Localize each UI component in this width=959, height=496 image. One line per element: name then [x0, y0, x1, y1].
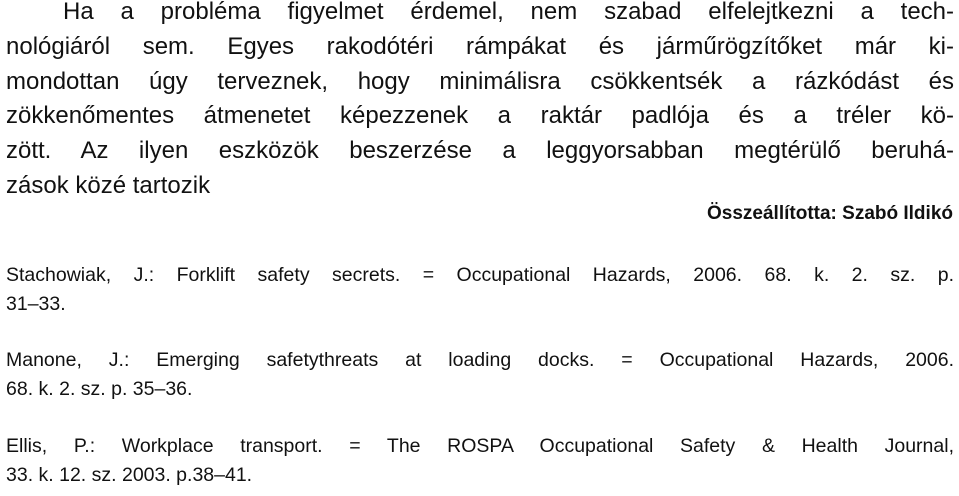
paragraph-line: zött. Az ilyen eszközök beszerzése a leggyorsabban megtérülő beruhá-	[6, 137, 954, 164]
paragraph-line: Ha a probléma figyelmet érdemel, nem szabad elfelejtkezni a tech-	[63, 0, 954, 25]
reference-line: Ellis, P.: Workplace transport. = The ROSPA Occupational Safety & Health Journal,	[6, 435, 954, 457]
reference-line: Stachowiak, J.: Forklift safety secrets. = Occupational Hazards, 2006. 68. k. 2. sz. p.	[6, 264, 954, 286]
reference-line: 33. k. 12. sz. 2003. p.38–41.	[6, 464, 253, 486]
reference-line: 68. k. 2. sz. p. 35–36.	[6, 378, 193, 400]
paragraph-line: zások közé tartozik	[6, 172, 211, 199]
reference-line: 31–33.	[6, 293, 66, 315]
compiler-credit: Összeállította: Szabó Ildikó	[707, 203, 953, 224]
paragraph-line: zökkenőmentes átmenetet képezzenek a raktár padlója és a tréler kö-	[6, 102, 954, 129]
paragraph-line: nológiáról sem. Egyes rakodótéri rámpákat és járműrögzítőket már ki-	[6, 33, 954, 60]
paragraph-line: mondottan úgy terveznek, hogy minimálisra csökkentsék a rázkódást és	[6, 68, 954, 95]
reference-line: Manone, J.: Emerging safetythreats at loading docks. = Occupational Hazards, 2006.	[6, 349, 954, 371]
